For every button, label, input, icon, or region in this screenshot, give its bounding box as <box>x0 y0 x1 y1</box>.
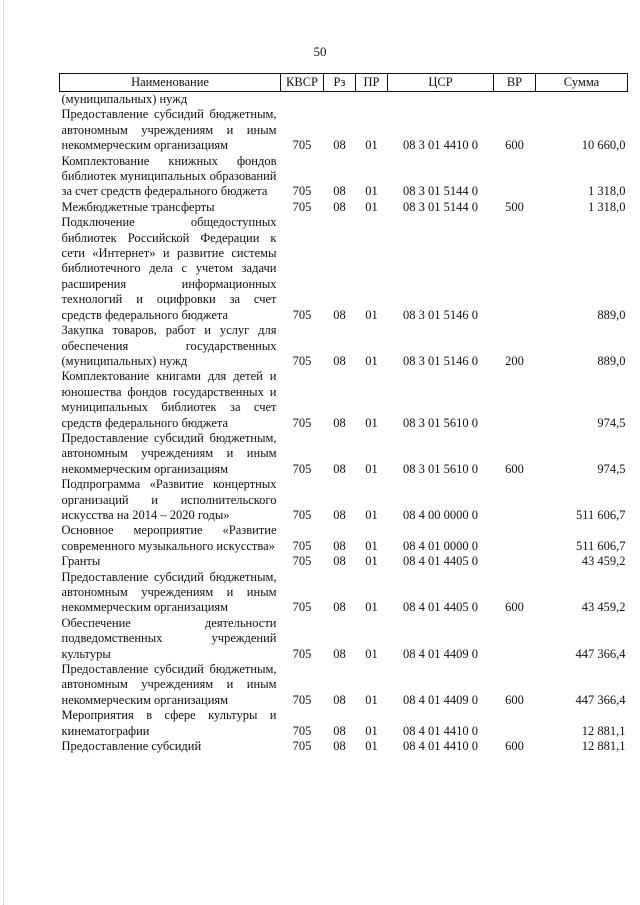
table-header-row <box>60 74 628 92</box>
budget-table <box>59 73 628 754</box>
cell-sum: 889,0 <box>597 353 626 368</box>
cell-name: Закупка товаров, работ и услуг для обеспечения государственных (муниципальных) нужд <box>61 323 277 368</box>
cell-vr <box>494 554 536 569</box>
cell-vr: 500 <box>505 199 524 214</box>
cell-kvsr: 705 <box>292 739 312 754</box>
cell-vr <box>494 215 536 323</box>
cell-name: Обеспечение деятельности подведомственных учреждений культуры <box>61 615 277 661</box>
cell-rz: 08 <box>333 199 346 214</box>
cell-csr: 08 3 01 5146 0 <box>403 307 478 322</box>
header-name: Наименование <box>60 74 281 92</box>
cell-pr: 01 <box>365 184 378 199</box>
cell-pr: 01 <box>365 507 378 522</box>
cell-kvsr: 705 <box>292 415 312 430</box>
table-row <box>60 369 628 431</box>
header-kvsr: КВСР <box>281 74 324 92</box>
cell-csr: 08 4 01 4409 0 <box>403 692 478 707</box>
cell-name: Мероприятия в сфере культуры и кинематографии <box>61 708 277 738</box>
cell-sum: 447 366,4 <box>575 692 626 707</box>
cell-rz: 08 <box>333 353 346 368</box>
table-row <box>60 215 628 323</box>
cell-csr: 08 3 01 5610 0 <box>403 461 478 476</box>
cell-pr: 01 <box>365 538 378 553</box>
table-row <box>60 154 628 200</box>
cell-csr: 08 4 00 0000 0 <box>403 507 478 522</box>
table-row <box>60 107 628 153</box>
cell-csr: 08 4 01 4405 0 <box>403 600 478 615</box>
cell-kvsr: 705 <box>292 353 312 368</box>
cell-rz: 08 <box>333 415 346 430</box>
cell-pr: 01 <box>365 723 378 738</box>
cell-vr <box>494 477 536 523</box>
page-number: 50 <box>313 44 327 59</box>
cell-kvsr: 705 <box>292 692 312 707</box>
cell-csr <box>388 92 494 108</box>
table-row <box>60 708 628 739</box>
table-row <box>60 323 628 369</box>
cell-kvsr: 705 <box>292 138 312 153</box>
cell-rz: 08 <box>333 538 346 553</box>
cell-name: Подпрограмма «Развитие концертных организаций и исполнительского искусства на 2014 – 2020 годы» <box>61 477 277 522</box>
table-row <box>60 477 628 523</box>
cell-name: Предоставление субсидий бюджетным, автономным учреждениям и иным некоммерческим организациям <box>61 430 277 476</box>
cell-sum: 511 606,7 <box>575 507 626 522</box>
cell-pr: 01 <box>365 415 378 430</box>
cell-kvsr: 705 <box>292 554 312 569</box>
cell-kvsr: 705 <box>292 600 312 615</box>
cell-pr: 01 <box>365 307 378 322</box>
cell-csr: 08 4 01 4405 0 <box>403 554 478 569</box>
cell-pr: 01 <box>365 600 378 615</box>
cell-name: Подключение общедоступных библиотек Российской Федерации к сети «Интернет» и развитие системы библиотечного дела с учетом задачи расширения информационных технологий и оцифровки за счет средств федерального бюджета <box>61 215 277 322</box>
cell-kvsr: 705 <box>292 307 312 322</box>
cell-kvsr: 705 <box>292 199 312 214</box>
cell-kvsr: 705 <box>292 723 312 738</box>
cell-pr <box>356 92 388 108</box>
cell-name: Предоставление субсидий <box>61 739 202 754</box>
cell-vr <box>494 92 536 108</box>
cell-kvsr: 705 <box>292 507 312 522</box>
cell-vr <box>494 523 536 554</box>
cell-rz: 08 <box>333 307 346 322</box>
binding-margin-line <box>3 0 4 905</box>
cell-sum: 974,5 <box>597 415 626 430</box>
cell-rz: 08 <box>333 600 346 615</box>
table-row <box>60 92 628 108</box>
table-row <box>60 431 628 477</box>
cell-pr: 01 <box>365 138 378 153</box>
cell-name: Комплектование книжных фондов библиотек муниципальных образований за счет средств федерального бюджета <box>61 153 277 199</box>
cell-csr: 08 4 01 4409 0 <box>403 646 478 661</box>
header-pr: ПР <box>356 74 388 92</box>
table-row <box>60 200 628 215</box>
cell-rz: 08 <box>333 184 346 199</box>
cell-sum: 12 881,1 <box>581 739 626 754</box>
cell-kvsr: 705 <box>292 538 312 553</box>
cell-name: (муниципальных) нужд <box>61 92 188 106</box>
cell-sum: 1 318,0 <box>588 199 626 214</box>
cell-sum <box>536 92 628 108</box>
table-row <box>60 739 628 754</box>
cell-vr: 600 <box>505 461 524 476</box>
cell-pr: 01 <box>365 461 378 476</box>
cell-csr: 08 4 01 4410 0 <box>403 723 478 738</box>
cell-rz: 08 <box>333 723 346 738</box>
cell-vr: 600 <box>505 739 524 754</box>
cell-pr: 01 <box>365 692 378 707</box>
cell-csr: 08 4 01 4410 0 <box>403 739 478 754</box>
cell-sum: 1 318,0 <box>588 184 626 199</box>
cell-csr: 08 3 01 5144 0 <box>403 184 478 199</box>
cell-pr: 01 <box>365 353 378 368</box>
cell-sum: 974,5 <box>597 461 626 476</box>
cell-sum: 889,0 <box>597 307 626 322</box>
cell-rz: 08 <box>333 461 346 476</box>
cell-vr <box>494 369 536 431</box>
cell-sum: 12 881,1 <box>581 723 626 738</box>
table-row <box>60 616 628 662</box>
cell-name: Комплектование книгами для детей и юношества фондов государственных и муниципальных библиотек за счет средств федерального бюджета <box>61 369 277 430</box>
cell-rz: 08 <box>333 138 346 153</box>
cell-csr: 08 3 01 5144 0 <box>403 199 478 214</box>
cell-rz: 08 <box>333 507 346 522</box>
cell-csr: 08 4 01 0000 0 <box>403 538 478 553</box>
header-sum: Сумма <box>536 74 628 92</box>
cell-kvsr: 705 <box>292 646 312 661</box>
cell-vr <box>494 154 536 200</box>
cell-rz <box>324 92 356 108</box>
cell-sum: 43 459,2 <box>581 554 626 569</box>
cell-vr: 600 <box>505 692 524 707</box>
cell-vr <box>494 708 536 739</box>
cell-kvsr <box>281 92 324 108</box>
cell-vr: 600 <box>505 600 524 615</box>
cell-kvsr: 705 <box>292 461 312 476</box>
header-csr: ЦСР <box>388 74 494 92</box>
table-row <box>60 523 628 554</box>
cell-csr: 08 3 01 4410 0 <box>403 138 478 153</box>
cell-sum: 511 606,7 <box>575 538 626 553</box>
cell-vr: 200 <box>505 353 524 368</box>
cell-name: Предоставление субсидий бюджетным, автономным учреждениям и иным некоммерческим организациям <box>61 662 277 707</box>
cell-sum: 43 459,2 <box>581 600 626 615</box>
cell-name: Межбюджетные трансферты <box>61 199 215 214</box>
cell-pr: 01 <box>365 646 378 661</box>
cell-pr: 01 <box>365 554 378 569</box>
cell-rz: 08 <box>333 646 346 661</box>
cell-name: Предоставление субсидий бюджетным, автономным учреждениям и иным некоммерческим организациям <box>61 569 277 615</box>
cell-pr: 01 <box>365 199 378 214</box>
cell-rz: 08 <box>333 692 346 707</box>
cell-rz: 08 <box>333 554 346 569</box>
cell-sum: 447 366,4 <box>575 646 626 661</box>
table-row <box>60 554 628 569</box>
cell-vr <box>494 616 536 662</box>
header-vr: ВР <box>494 74 536 92</box>
table-row <box>60 662 628 708</box>
cell-csr: 08 3 01 5610 0 <box>403 415 478 430</box>
cell-name: Основное мероприятие «Развитие современного музыкального искусства» <box>61 523 277 553</box>
cell-csr: 08 3 01 5146 0 <box>403 353 478 368</box>
cell-kvsr: 705 <box>292 184 312 199</box>
cell-name: Гранты <box>61 554 101 569</box>
cell-vr: 600 <box>505 138 524 153</box>
cell-name: Предоставление субсидий бюджетным, автономным учреждениям и иным некоммерческим организациям <box>61 107 277 153</box>
cell-rz: 08 <box>333 739 346 754</box>
header-rz: Рз <box>324 74 356 92</box>
cell-pr: 01 <box>365 739 378 754</box>
table-row <box>60 570 628 616</box>
cell-sum: 10 660,0 <box>581 138 626 153</box>
